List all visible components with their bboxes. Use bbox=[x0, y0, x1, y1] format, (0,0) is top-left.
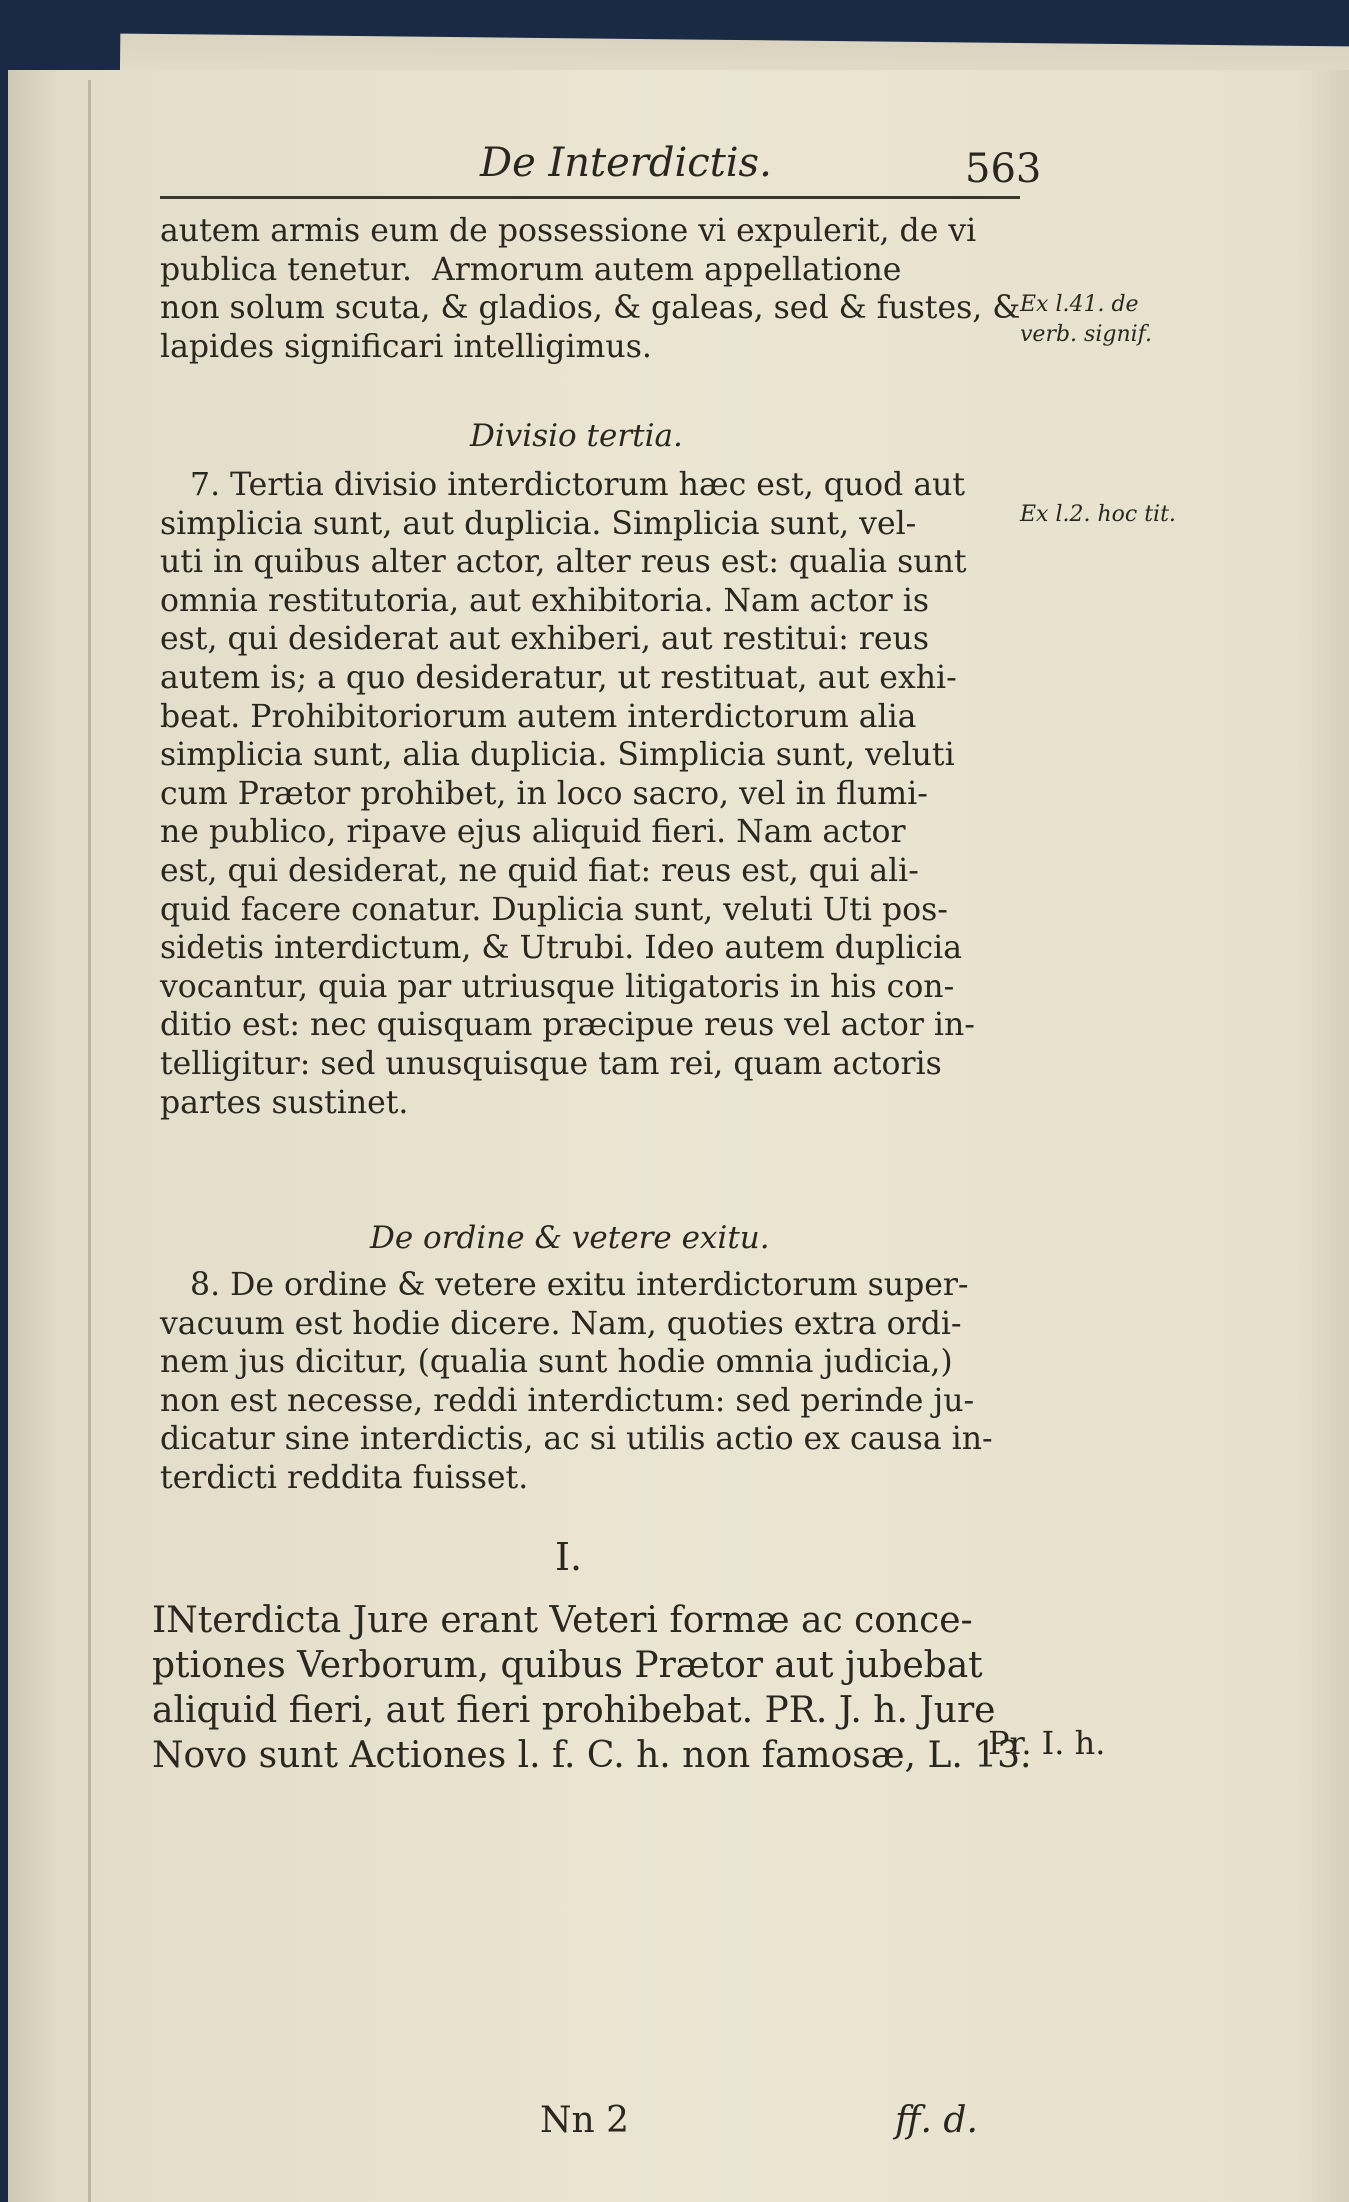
paragraph-1: autem armis eum de possessione vi expulerit, de vi publica tenetur. Armorum autem appellatione non solum scuta, & gladios, & galeas, sed & fustes, & lapides significari intelligimus. bbox=[160, 213, 1021, 365]
paper bbox=[8, 70, 1349, 2202]
heading-divisio-tertia: Divisio tertia. bbox=[470, 418, 683, 454]
paragraph-3: 8. De ordine & vetere exitu interdictorum super- vacuum est hodie dicere. Nam, quoties extra ordi- nem jus dicitur, (qualia sunt hodie omnia judicia,) non est necesse, reddi interdictum: sed perinde ju- dicatur sine interdictis, ac si utilis actio ex causa in- terdicti reddita fuisset. bbox=[160, 1267, 993, 1496]
running-title: De Interdictis. bbox=[480, 140, 772, 186]
signature-mark: Nn 2 bbox=[540, 2100, 630, 2141]
gutter-shadow bbox=[88, 80, 91, 2202]
margin-note-1: Ex l.41. de verb. signif. bbox=[1020, 292, 1152, 347]
page-number: 563 bbox=[965, 146, 1042, 192]
header-rule bbox=[160, 196, 1020, 199]
page-header bbox=[160, 140, 1040, 200]
catchword: ff. d. bbox=[895, 2100, 978, 2141]
heading-de-ordine: De ordine & vetere exitu. bbox=[370, 1220, 770, 1256]
paragraph-2: 7. Tertia divisio interdictorum hæc est, quod aut simplicia sunt, aut duplicia. Simplicia sunt, vel- uti in quibus alter actor, alter reus est: qualia sunt omnia restitutoria, aut exhibitoria. Nam actor is est, qui desiderat aut exhiberi, aut restitui: reus autem is; a quo desideratur, ut restituat, aut exhi- beat. Prohibitoriorum autem interdictorum alia simplicia sunt, alia duplicia. Simplicia sunt, veluti cum Prætor prohibet, in loco sacro, vel in flumi- ne publico, ripave ejus aliquid fieri. Nam actor est, qui desiderat, ne quid fiat: reus est, qui ali- quid facere conatur. Duplicia sunt, veluti Uti pos- sidetis interdictum, & Utrubi. Ideo autem duplicia vocantur, quia par utriusque litigatoris in his con- ditio est: nec quisquam præcipue reus vel actor in- telligitur: sed unusquisque tam rei, quam actoris partes sustinet. bbox=[160, 467, 975, 1121]
margin-note-3: Pr. I. h. bbox=[988, 1724, 1106, 1762]
section-numeral: I. bbox=[555, 1535, 583, 1579]
paragraph-4: INterdicta Jure erant Veteri formæ ac conce- ptiones Verborum, quibus Prætor aut jubebat aliquid fieri, aut fieri prohibebat. PR. J. h. Jure Novo sunt Actiones l. f. C. h. non famosæ, L. 13. bbox=[152, 1600, 1032, 1776]
margin-note-2: Ex l.2. hoc tit. bbox=[1020, 502, 1176, 527]
